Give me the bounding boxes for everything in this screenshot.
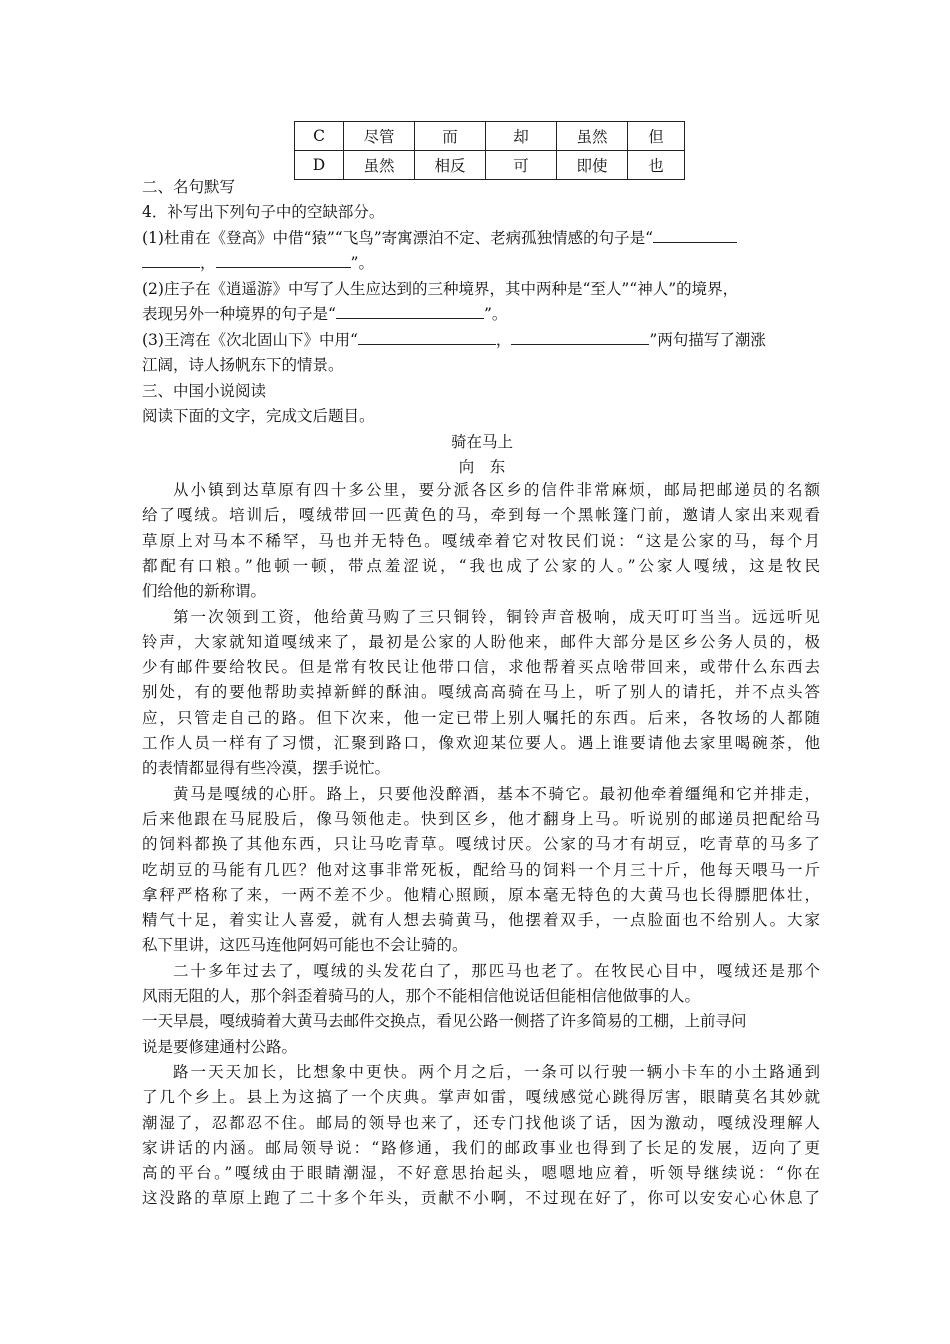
story-line: 说是要修建通村公路。 — [142, 1037, 298, 1056]
table-row — [295, 122, 685, 151]
table-cell: 却 — [486, 122, 557, 151]
question-prompt: 4．补写出下列句子中的空缺部分。 — [142, 203, 385, 221]
story-line: 精气十足，着实让人喜爱，就有人想去骑黄马，他摆着双手，一点脸面也不给别人。大家 — [142, 911, 820, 930]
table-cell: 相反 — [415, 151, 486, 180]
question-item-3-cont: 江阔，诗人扬帆东下的情景。 — [142, 356, 344, 374]
section-heading: 三、中国小说阅读 — [142, 382, 267, 400]
story-line: 拿秤严格称了来，一两不差不少。他精心照顾，原本毫无特色的大黄马也长得膘肥体壮， — [142, 885, 820, 904]
answer-blank[interactable] — [142, 253, 200, 268]
table-cell: 虽然 — [344, 151, 415, 180]
item-text: (3)王湾在《次北固山下》中用“ — [142, 331, 358, 349]
question-item-2: (2)庄子在《逍遥游》中写了人生应达到的三种境界，其中两种是“至人”“神人”的境界， — [142, 280, 739, 298]
table-cell: 也 — [628, 151, 685, 180]
story-line: 潮湿了，忍都忍不住。邮局的领导也来了，还专门找他谈了话，因为激动，嘎绒没理解人 — [142, 1113, 820, 1132]
answer-blank[interactable] — [653, 228, 737, 243]
section-heading: 二、名句默写 — [142, 178, 236, 196]
story-line: 黄马是嘎绒的心肝。路上，只要他没醉酒，基本不骑它。最初他牵着缰绳和它并排走， — [173, 784, 820, 803]
question-item-2-cont — [142, 303, 822, 326]
story-line: 都配有口粮。”他顿一顿，带点羞涩说，“我也成了公家的人。”公家人嘎绒，这是牧民 — [142, 556, 820, 575]
story-line: 私下里讲，这匹马连他阿妈可能也不会让骑的。 — [142, 936, 468, 955]
story-line: 的饲料都换了其他东西，只让马吃青草。嘎绒讨厌。公家的马才有胡豆，吃青草的马多了 — [142, 835, 820, 854]
story-line: 风雨无阻的人，那个斜歪着骑马的人，那个不能相信他说话但能相信他做事的人。 — [142, 987, 701, 1005]
answer-blank[interactable] — [358, 330, 496, 345]
question-item-3 — [142, 329, 822, 352]
item-text: ”。 — [483, 305, 508, 323]
story-line: 后来他跟在马屁股后，像马领他走。快到区乡，他才翻身上马。听说别的邮递员把配给马 — [142, 809, 820, 828]
item-text: ”两句描写了潮涨 — [649, 331, 766, 349]
story-line: 应，只管走自己的路。但下次来，他一定已带上别人嘱托的东西。后来，各牧场的人都随 — [142, 708, 820, 727]
story-title: 骑在马上 — [450, 433, 513, 451]
story-author: 向 东 — [458, 458, 506, 476]
item-text: ， — [495, 331, 512, 349]
question-item-1-cont — [142, 252, 822, 275]
table-cell: D — [295, 151, 344, 180]
story-line: 的表情都显得有些冷漠，摆手说忙。 — [142, 759, 391, 778]
story-line: 铃声，大家就知道嘎绒来了，最初是公家的人盼他来，邮件大部分是区乡公务人员的，极 — [142, 632, 820, 651]
story-line: 从小镇到达草原有四十多公里，要分派各区乡的信件非常麻烦，邮局把邮递员的名额 — [173, 481, 820, 499]
table-cell: 可 — [486, 151, 557, 180]
story-line: 给了嘎绒。培训后，嘎绒带回一匹黄色的马，牵到每一个黑帐篷门前，邀请人家出来观看 — [142, 506, 820, 525]
reading-instruction: 阅读下面的文字，完成文后题目。 — [142, 407, 375, 425]
story-line: 家讲话的内涵。邮局领导说：“路修通，我们的邮政事业也得到了长足的发展，迈向了更 — [142, 1138, 820, 1157]
options-table — [294, 121, 685, 180]
story-line: 少有邮件要给牧民。但是常有牧民让他带口信，求他帮着买点啥带回来，或带什么东西去 — [142, 658, 820, 677]
item-text: ， — [200, 254, 216, 272]
item-text: ”。 — [350, 254, 374, 272]
story-line: 一天早晨，嘎绒骑着大黄马去邮件交换点，看见公路一侧搭了许多简易的工棚，上前寻问 — [142, 1012, 747, 1031]
table-cell: C — [295, 122, 344, 151]
story-line: 路一天天加长，比想象中更快。两个月之后，一条可以行驶一辆小卡车的小土路通到 — [173, 1062, 820, 1081]
story-line: 二十多年过去了，嘎绒的头发花白了，那匹马也老了。在牧民心目中，嘎绒还是那个 — [173, 961, 820, 980]
item-text: (1)杜甫在《登高》中借“猿”“飞鸟”寄寓漂泊不定、老病孤独情感的句子是“ — [142, 229, 654, 247]
story-line: 这没路的草原上跑了二十多个年头，贡献不小啊，不过现在好了，你可以安安心心休息了 — [142, 1189, 820, 1208]
question-item-1 — [142, 227, 822, 250]
story-line: 们给他的新称谓。 — [142, 582, 267, 601]
story-line: 吃胡豆的马能有几匹？他对这事非常死板，配给马的饲料一个月三十斤，他每天喂马一斤 — [142, 860, 820, 879]
story-line: 高的平台。”嘎绒由于眼睛潮湿，不好意思抬起头，嗯嗯地应着，听领导继续说：“你在 — [142, 1164, 820, 1183]
story-line: 工作人员一样有了习惯，汇聚到路口，像欢迎某位要人。遇上谁要请他去家里喝碗茶，他 — [142, 734, 820, 752]
table-cell: 尽管 — [344, 122, 415, 151]
table-cell: 虽然 — [557, 122, 628, 151]
item-text: 表现另外一种境界的句子是“ — [142, 305, 336, 323]
story-line: 第一次领到工资，他给黄马购了三只铜铃，铜铃声音极响，成天叮叮当当。远远听见 — [173, 607, 820, 626]
story-line: 了几个乡上。县上为这搞了一个庆典。掌声如雷，嘎绒感觉心跳得厉害，眼睛莫名其妙就 — [142, 1088, 820, 1107]
table-cell: 即使 — [557, 151, 628, 180]
table-cell: 但 — [628, 122, 685, 151]
story-line: 草原上对马本不稀罕，马也并无特色。嘎绒牵着它对牧民们说：“这是公家的马，每个月 — [142, 531, 820, 550]
answer-blank[interactable] — [216, 253, 351, 268]
table-cell: 而 — [415, 122, 486, 151]
story-line: 别处，有的要他帮助卖掉新鲜的酥油。嘎绒高高骑在马上，听了别人的请托，并不点头答 — [142, 683, 820, 702]
answer-blank[interactable] — [511, 330, 649, 345]
answer-blank[interactable] — [336, 304, 484, 319]
